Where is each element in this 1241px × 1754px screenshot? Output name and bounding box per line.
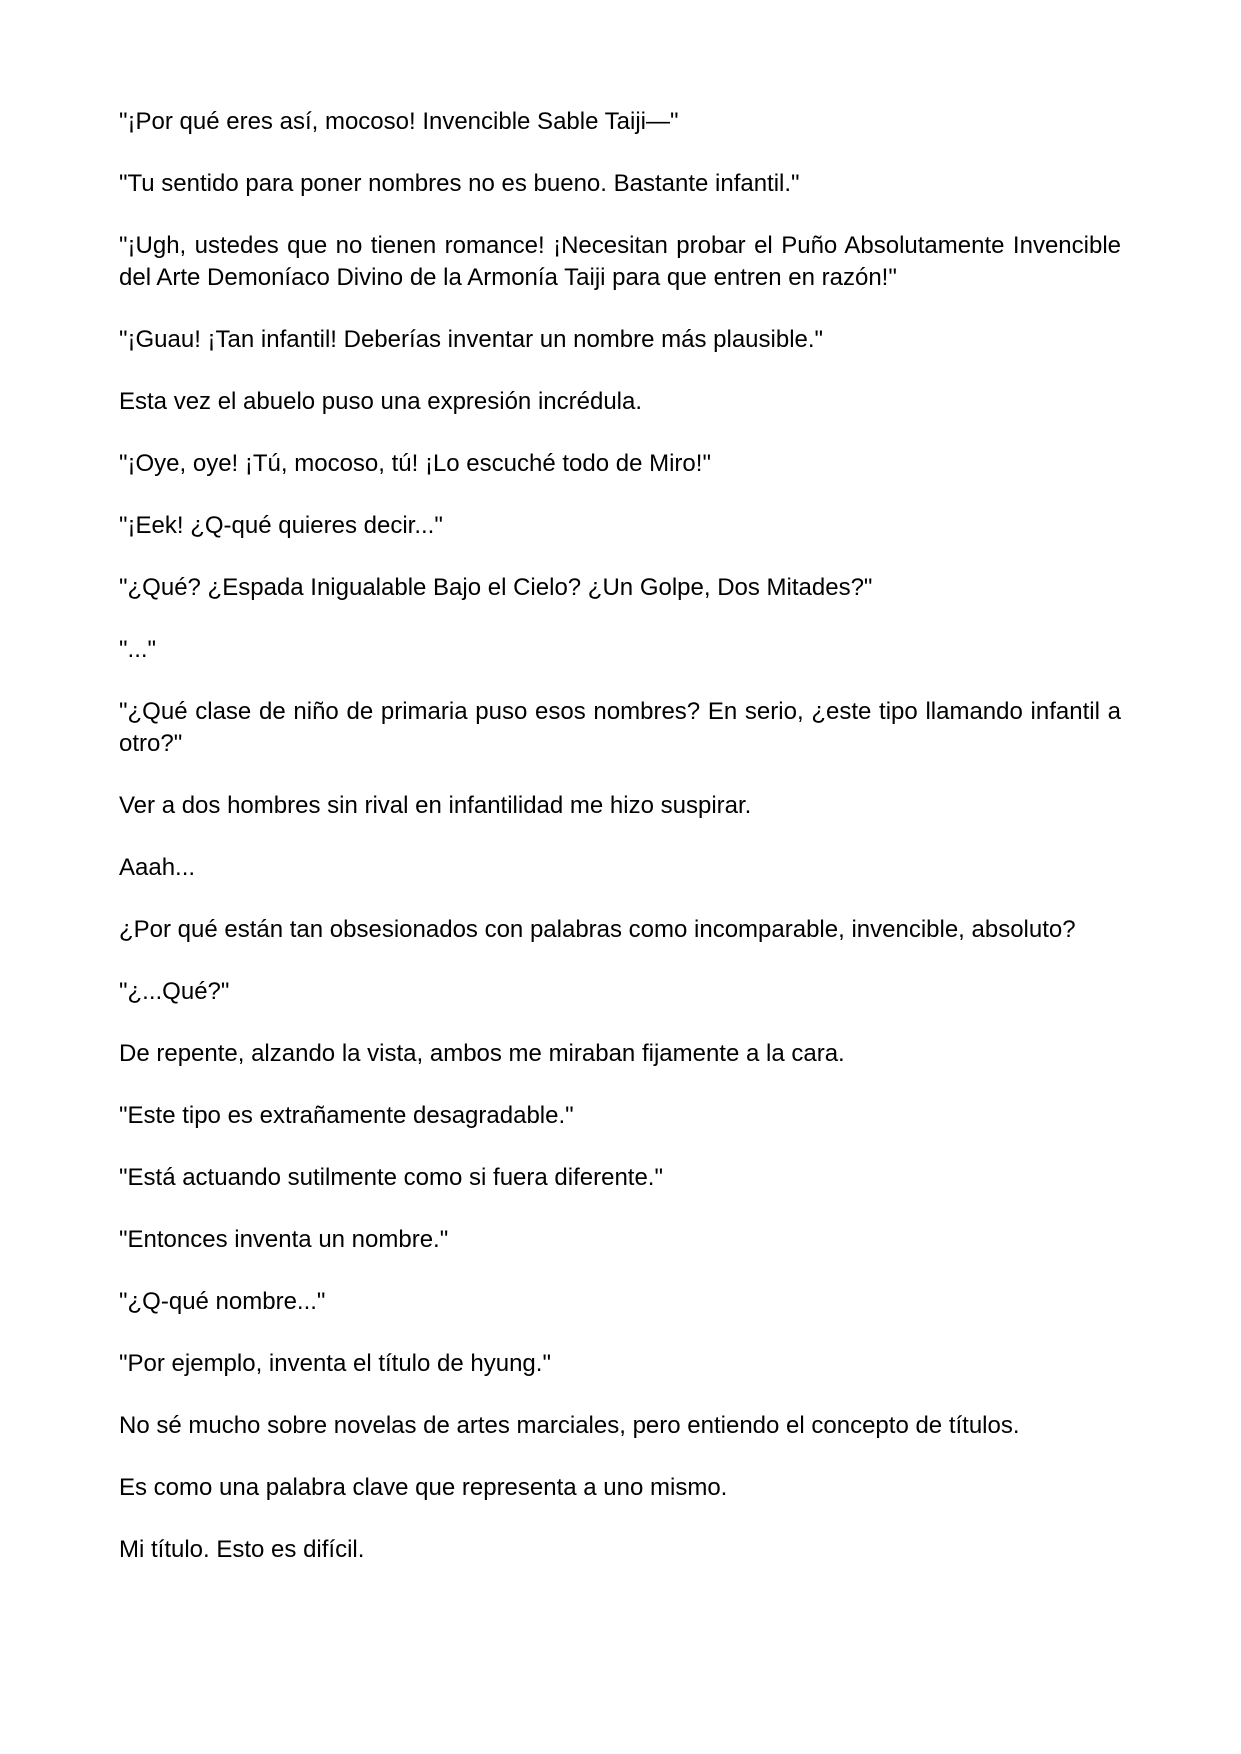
paragraph: "..."	[119, 636, 157, 663]
paragraph: "¡Guau! ¡Tan infantil! Deberías inventar un nombre más plausible."	[119, 326, 824, 353]
paragraph: De repente, alzando la vista, ambos me miraban fijamente a la cara.	[119, 1040, 845, 1067]
paragraph: No sé mucho sobre novelas de artes marciales, pero entiendo el concepto de títulos.	[119, 1412, 1020, 1439]
paragraph: Aaah...	[119, 854, 196, 881]
paragraph: "¿...Qué?"	[119, 978, 230, 1005]
paragraph: Ver a dos hombres sin rival en infantilidad me hizo suspirar.	[119, 792, 752, 819]
paragraph: "¡Por qué eres así, mocoso! Invencible Sable Taiji—"	[119, 108, 679, 135]
paragraph: Esta vez el abuelo puso una expresión incrédula.	[119, 388, 643, 415]
paragraph: "Está actuando sutilmente como si fuera diferente."	[119, 1164, 663, 1191]
paragraph: "¿Qué clase de niño de primaria puso esos nombres? En serio, ¿este tipo llamando infantil a otro?"	[119, 698, 1121, 757]
paragraph: "Este tipo es extrañamente desagradable."	[119, 1102, 574, 1129]
paragraph: Mi título. Esto es difícil.	[119, 1536, 365, 1563]
paragraph: ¿Por qué están tan obsesionados con palabras como incomparable, invencible, absoluto?	[119, 916, 1076, 943]
paragraph: "¿Qué? ¿Espada Inigualable Bajo el Cielo? ¿Un Golpe, Dos Mitades?"	[119, 574, 873, 601]
paragraph: "¿Q-qué nombre..."	[119, 1288, 326, 1315]
paragraph: "Por ejemplo, inventa el título de hyung."	[119, 1350, 551, 1377]
paragraph: Es como una palabra clave que representa a uno mismo.	[119, 1474, 728, 1501]
document-page	[119, 106, 1121, 1596]
paragraph: "¡Eek! ¿Q-qué quieres decir..."	[119, 512, 443, 539]
paragraph: "¡Oye, oye! ¡Tú, mocoso, tú! ¡Lo escuché todo de Miro!"	[119, 450, 711, 477]
paragraph: "Entonces inventa un nombre."	[119, 1226, 449, 1253]
paragraph: "¡Ugh, ustedes que no tienen romance! ¡Necesitan probar el Puño Absolutamente Invencible del Arte Demoníaco Divino de la Armonía Taiji para que entren en razón!"	[119, 232, 1121, 291]
paragraph: "Tu sentido para poner nombres no es bueno. Bastante infantil."	[119, 170, 800, 197]
